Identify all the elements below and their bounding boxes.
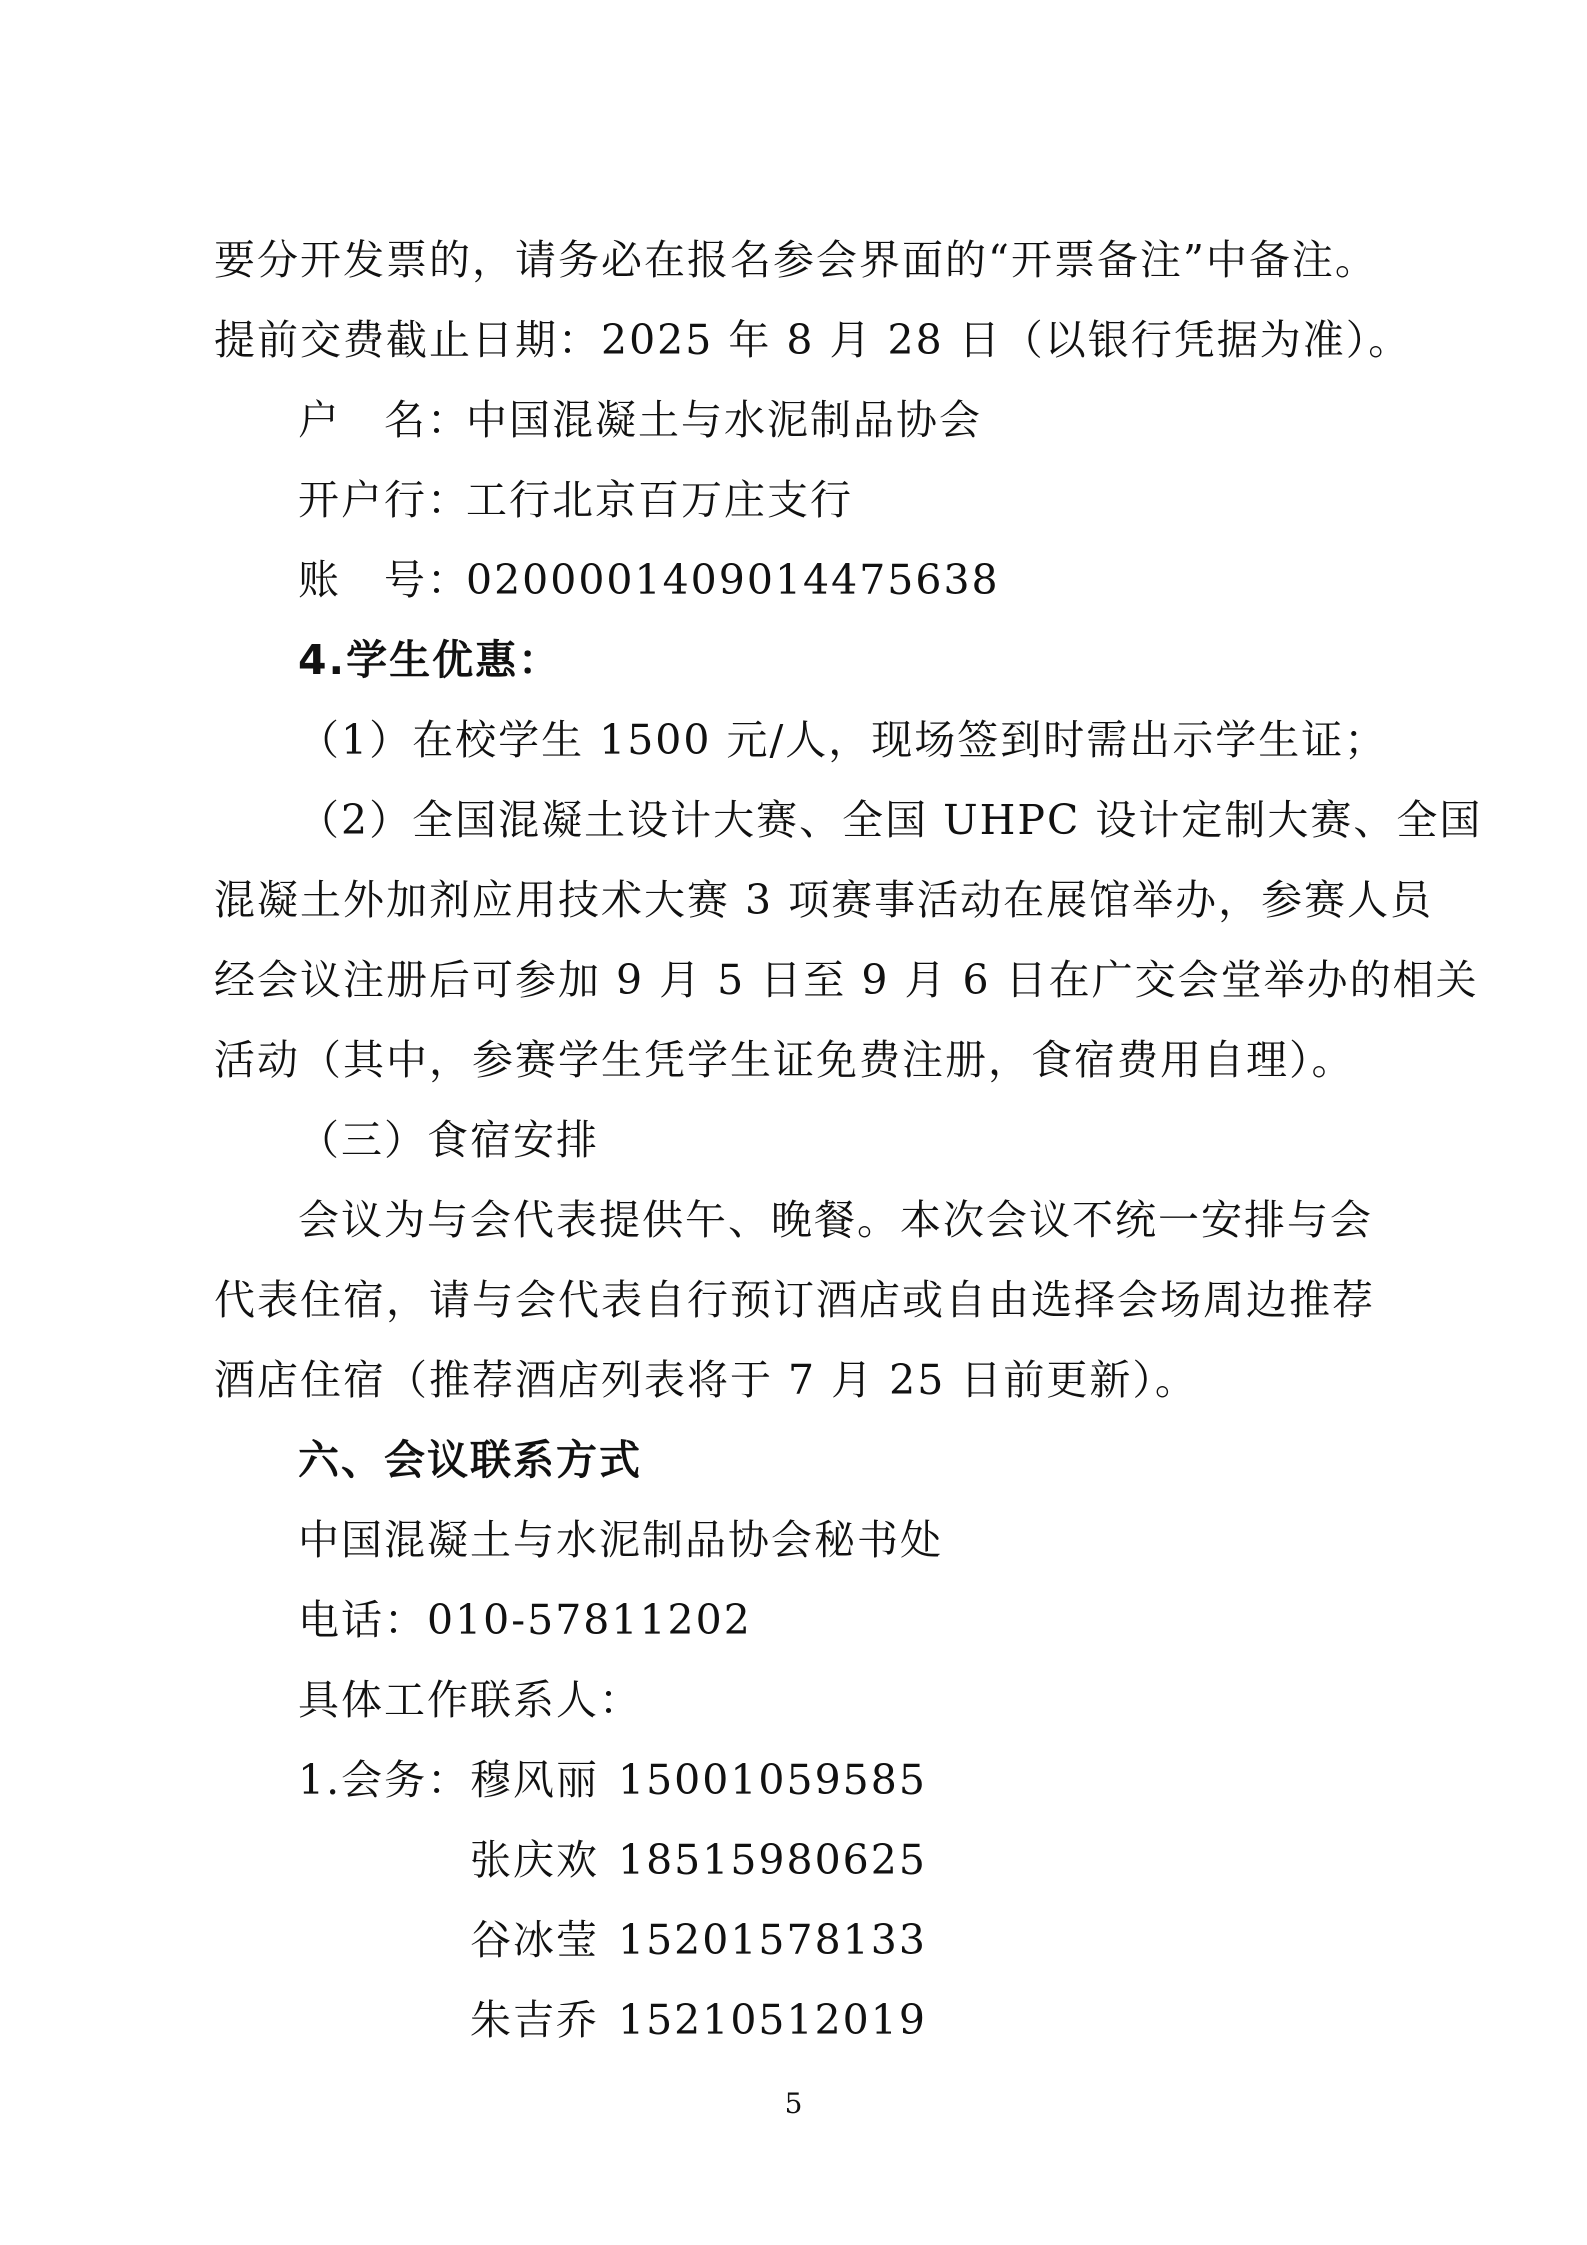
contact-phone-number: 18515980625 <box>618 1836 927 1884</box>
account-name-label: 户 名： <box>298 396 470 444</box>
account-number-label: 账 号： <box>298 556 470 604</box>
bank-label: 开户行： <box>298 476 470 524</box>
account-name-row <box>298 392 982 448</box>
contact-people-label: 具体工作联系人： <box>298 1676 642 1724</box>
paragraph-line: 代表住宿，请与会代表自行预订酒店或自由选择会场周边推荐 <box>214 1276 1375 1324</box>
contact-group-label: 1.会务： <box>298 1756 471 1804</box>
page-number: 5 <box>784 2087 803 2120</box>
paragraph-line: 提前交费截止日期：2025 年 8 月 28 日（以银行凭据为准）。 <box>214 316 1412 364</box>
bank-value: 工行北京百万庄支行 <box>466 476 853 524</box>
contact-name: 谷冰莹 <box>470 1916 599 1964</box>
contact-row <box>470 1752 927 1808</box>
contact-phone-number: 15001059585 <box>618 1756 927 1804</box>
contact-row <box>470 1992 927 2048</box>
contact-organization: 中国混凝土与水泥制品协会秘书处 <box>298 1516 943 1564</box>
contact-row <box>470 1832 927 1888</box>
bank-row <box>298 472 853 528</box>
contact-name: 朱吉乔 <box>470 1996 599 2044</box>
paragraph-line: 活动（其中，参赛学生凭学生证免费注册，食宿费用自理）。 <box>214 1036 1355 1084</box>
paragraph-line: 混凝土外加剂应用技术大赛 3 项赛事活动在展馆举办，参赛人员 <box>214 876 1434 924</box>
paragraph-line: （2）全国混凝土设计大赛、全国 UHPC 设计定制大赛、全国 <box>298 796 1483 844</box>
account-name-value: 中国混凝土与水泥制品协会 <box>466 396 982 444</box>
section-heading: （三）食宿安排 <box>298 1116 599 1164</box>
account-number-value: 0200001409014475638 <box>466 556 1000 604</box>
paragraph-line: （1）在校学生 1500 元/人，现场签到时需出示学生证； <box>298 716 1388 764</box>
contact-name: 张庆欢 <box>470 1836 599 1884</box>
account-number-row <box>298 552 1000 608</box>
paragraph-line: 要分开发票的，请务必在报名参会界面的“开票备注”中备注。 <box>214 236 1378 284</box>
contact-phone: 电话：010-57811202 <box>298 1596 752 1644</box>
paragraph-line: 酒店住宿（推荐酒店列表将于 7 月 25 日前更新）。 <box>214 1356 1198 1404</box>
contact-name: 穆风丽 <box>470 1756 599 1804</box>
contact-row <box>470 1912 927 1968</box>
contact-phone-number: 15201578133 <box>618 1916 927 1964</box>
paragraph-line: 经会议注册后可参加 9 月 5 日至 9 月 6 日在广交会堂举办的相关 <box>214 956 1479 1004</box>
section-heading: 六、会议联系方式 <box>298 1436 642 1484</box>
section-heading: 4.学生优惠： <box>298 636 562 684</box>
paragraph-line: 会议为与会代表提供午、晚餐。本次会议不统一安排与会 <box>298 1196 1373 1244</box>
contact-phone-number: 15210512019 <box>618 1996 927 2044</box>
